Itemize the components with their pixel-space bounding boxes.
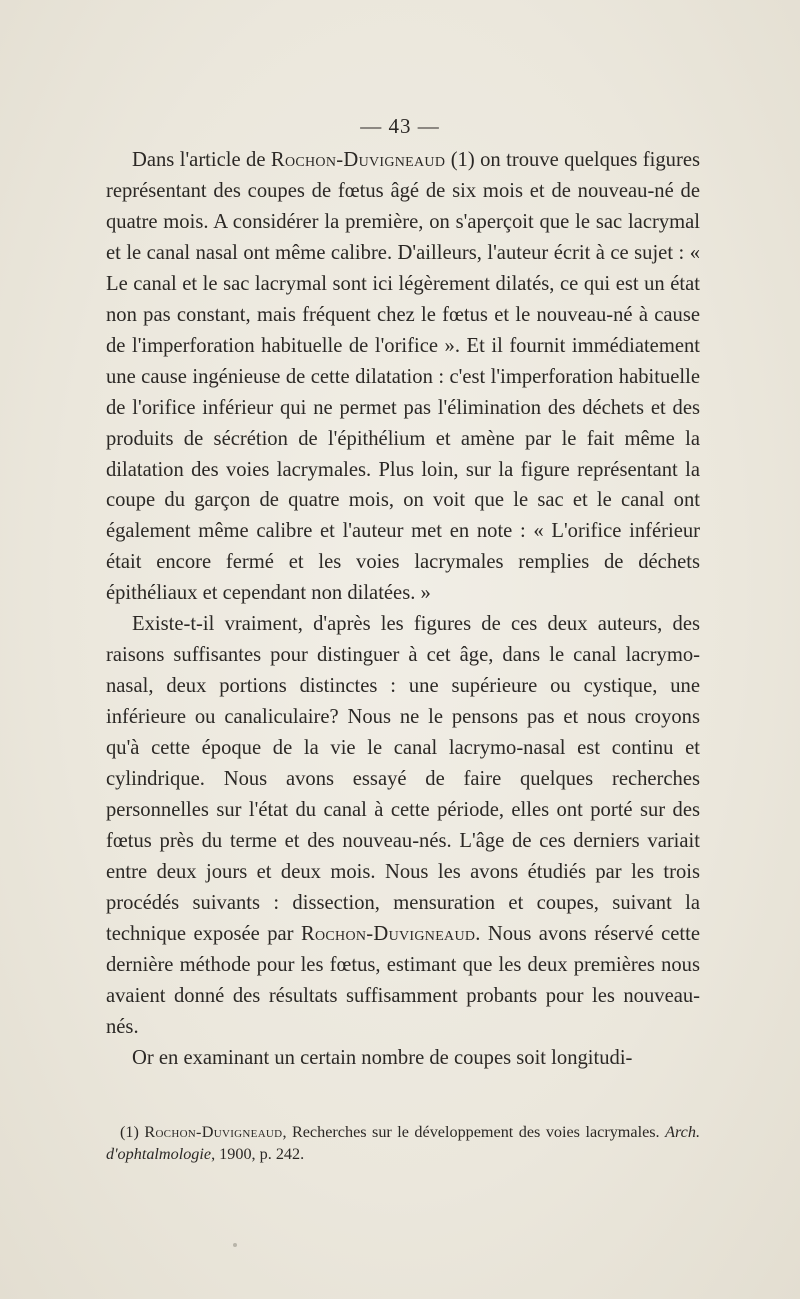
body-text xyxy=(106,145,700,1074)
paper-speck xyxy=(233,1243,237,1247)
paragraph-text: Dans l'article de xyxy=(132,149,271,171)
footnote-author: Rochon-Duvigneaud xyxy=(144,1123,283,1141)
paragraph-3 xyxy=(106,1043,700,1074)
paragraph-text: (1) on trouve quelques figures représentant des coupes de fœtus âgé de six mois et de nouveau-né de quatre mois. A considérer la première, on s'aperçoit que le sac lacrymal et le canal nasal ont même calibre. D'ailleurs, l'auteur écrit à ce sujet : « Le canal et le sac lacrymal sont ici légèrement dilatés, ce qui est un état non pas constant, mais fréquent chez le fœtus et le nouveau-né à cause de l'imperforation habituelle de l'orifice ». Et il fournit immédiatement une cause ingénieuse de cette dilatation : c'est l'imperforation habituelle de l'orifice inférieur qui ne permet pas l'élimination des déchets et des produits de sécrétion de l'épithélium et amène par le fait même la dilatation des voies lacrymales. Plus loin, sur la figure représentant la coupe du garçon de quatre mois, on voit que le sac et le canal ont également même calibre et l'auteur met en note : « L'orifice inférieur était encore fermé et les voies lacrymales remplies de déchets épithéliaux et cependant non dilatées. » xyxy=(106,149,700,605)
author-name: Rochon-Duvigneaud xyxy=(270,149,446,171)
footnote-marker: (1) xyxy=(120,1123,145,1141)
paragraph-text: Existe-t-il vraiment, d'après les figures de ces deux auteurs, des raisons suffisantes pour distinguer à cet âge, dans le canal lacrymo-nasal, deux portions distinctes : une supérieure ou cystique, une inférieure ou canaliculaire? Nous ne le pensons pas et nous croyons qu'à cette époque de la vie le canal lacrymo-nasal est continu et cylindrique. Nous avons essayé de faire quelques recherches personnelles sur l'état du canal à cette période, elles ont porté sur des fœtus près du terme et des nouveau-nés. L'âge de ces derniers variait entre deux jours et deux mois. Nous les avons étudiés par les trois procédés suivants : dissection, mensuration et coupes, suivant la technique exposée par xyxy=(106,613,700,945)
author-name: Rochon-Duvigneaud xyxy=(300,922,476,945)
page-number: — 43 — xyxy=(360,114,440,138)
paragraph-2 xyxy=(106,609,700,1042)
paragraph-1 xyxy=(106,145,700,609)
footnote xyxy=(106,1121,700,1165)
paragraph-text: Or en examinant un certain nombre de coupes soit longitudi- xyxy=(132,1046,633,1069)
footnote-citation: , 1900, p. 242. xyxy=(211,1145,305,1163)
footnote-journal: Arch. d'ophtalmologie xyxy=(106,1123,700,1163)
footnote-text: , Recherches sur le développement des voies lacrymales. xyxy=(282,1123,666,1141)
paragraph-text: . Nous avons réservé cette dernière méthode pour les fœtus, estimant que les deux premières nous avaient donné des résultats suffisamment probants pour les nouveau-nés. xyxy=(106,922,700,1038)
